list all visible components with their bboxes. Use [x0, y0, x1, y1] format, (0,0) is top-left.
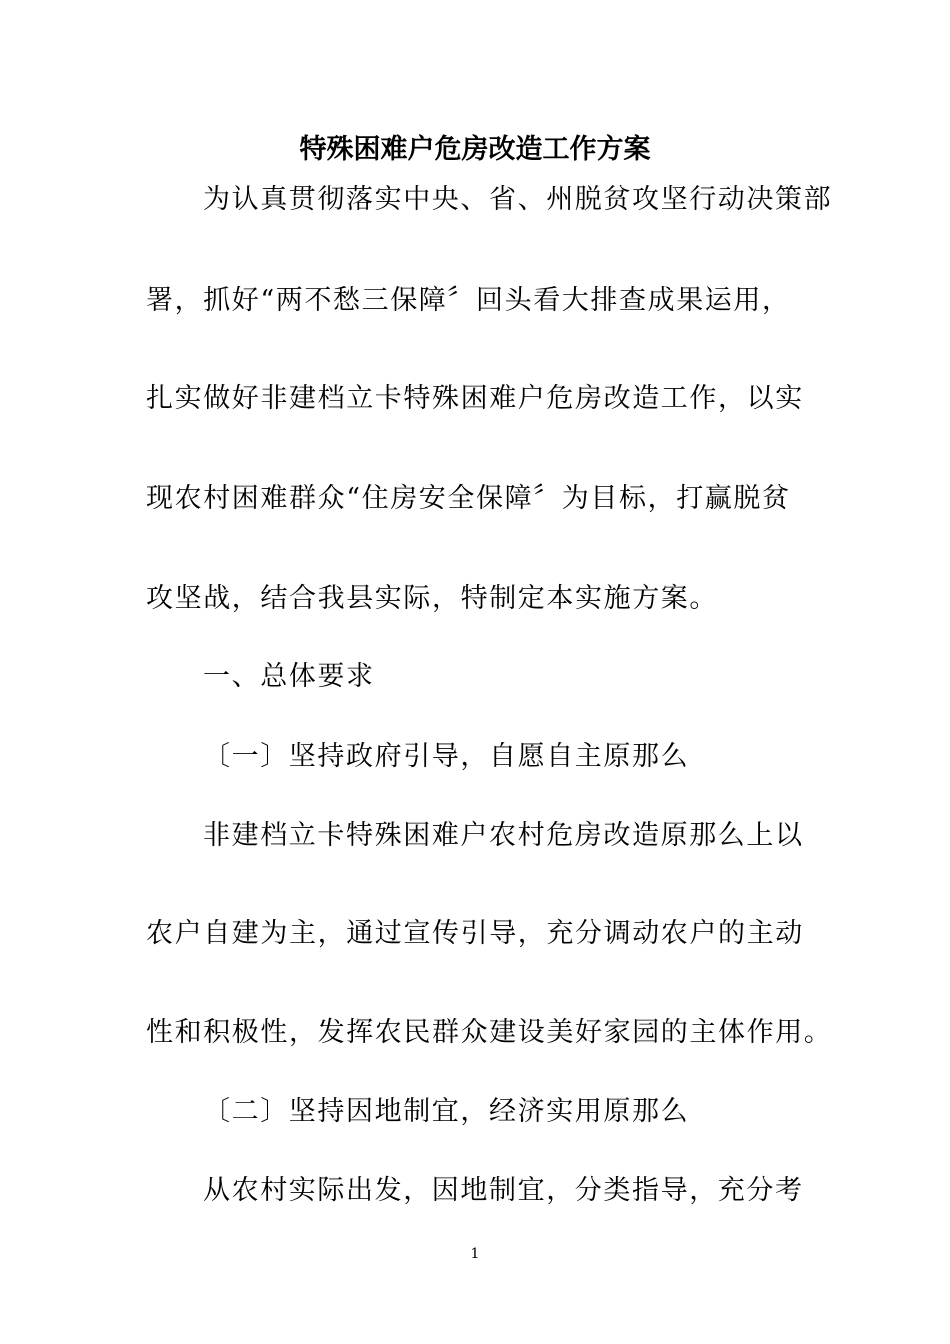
paragraph-line-9: 从农村实际出发，因地制宜，分类指导，充分考: [203, 1175, 804, 1206]
paragraph-line-4: 现农村困难群众“住房安全保障〞为目标，打赢脱贫: [146, 483, 791, 514]
subsection-heading-1: 〔一〕坚持政府引导，自愿自主原那么: [203, 741, 690, 772]
paragraph-line-7: 农户自建为主，通过宣传引导，充分调动农户的主动: [146, 918, 804, 949]
document-title: 特殊困难户危房改造工作方案: [299, 134, 651, 165]
paragraph-line-2: 署，抓好“两不愁三保障〞回头看大排查成果运用，: [146, 285, 791, 316]
paragraph-line-6: 非建档立卡特殊困难户农村危房改造原那么上以: [203, 820, 804, 851]
paragraph-line-1: 为认真贯彻落实中央、省、州脱贫攻坚行动决策部: [203, 184, 833, 215]
subsection-heading-2: 〔二〕坚持因地制宜，经济实用原那么: [203, 1096, 690, 1127]
paragraph-line-3: 扎实做好非建档立卡特殊困难户危房改造工作，以实: [146, 383, 804, 414]
paragraph-line-5: 攻坚战，结合我县实际，特制定本实施方案。: [146, 583, 718, 614]
page-number: 1: [470, 1246, 480, 1262]
section-heading-1: 一、总体要求: [203, 661, 375, 692]
paragraph-line-8: 性和积极性，发挥农民群众建设美好家园的主体作用。: [146, 1017, 833, 1048]
